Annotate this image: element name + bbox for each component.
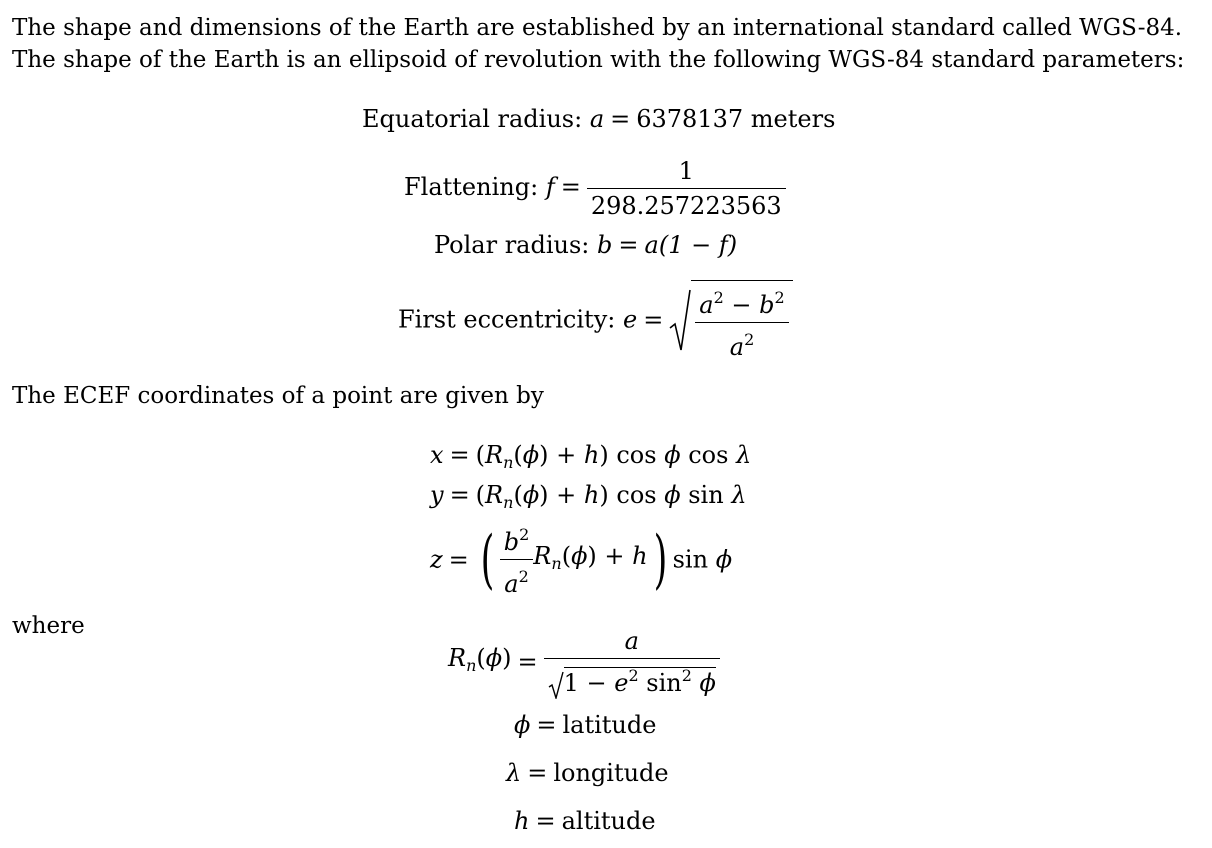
equatorial-radius-var: a [589,105,605,133]
flattening-fraction [587,156,786,221]
intro-line-1: The shape and dimensions of the Earth are established by an international standard called WGS-84. [12,15,1183,41]
lambda-definition: λ = longitude [506,759,669,787]
h-definition: h = altitude [514,807,656,835]
x-equation: $x = (R_n(\phi) + h)$ cos ϕ cos λ [430,441,752,472]
intro-line-2: The shape of the Earth is an ellipsoid of revolution with the following WGS-84 standard parameters: [12,47,1185,73]
polar-radius-equation: Polar radius: b = a(1 − f) [434,231,738,259]
equatorial-radius-label: Equatorial radius: [362,105,583,133]
y-equation: $y = (R_n(\phi) + h)$ cos ϕ sin λ [430,481,747,512]
radical-sign-icon [669,288,691,354]
radical-sign-small-icon [548,671,564,699]
eccentricity-label: First eccentricity: [398,305,616,334]
equatorial-radius-value: 6378137 [636,105,744,133]
rn-equation: $R_n(\phi)$ = $\frac{a}{1 - e^2 \sin^2 \phi}$ [448,626,720,699]
flattening-denominator: 298.257223563 [590,192,782,220]
phi-definition: ϕ = latitude [514,711,657,739]
where-label: where [12,613,85,639]
z-equation: z = ( $\frac{b^2}{a^2}$ $R_n(\phi) + h$) sin ϕ [430,522,733,598]
flattening-numerator: 1 [678,157,694,185]
eccentricity-var: e [622,305,638,334]
polar-radius-label: Polar radius: [434,231,590,259]
polar-radius-expr: a(1 − f) [644,231,738,259]
ecef-intro: The ECEF coordinates of a point are given by [12,383,544,409]
equatorial-radius-unit: meters [750,105,836,133]
eccentricity-sqrt: $\frac{a^2 - b^2}{a^2}$ [669,280,792,362]
polar-radius-var: b [597,231,613,259]
flattening-equation: Flattening: f = $\frac{1}{298.257223563}$ [404,156,786,221]
equatorial-radius-equation: Equatorial radius: a = 6378137 meters [362,105,836,133]
eccentricity-equation: First eccentricity: e = $\frac{a^2 - b^2}{a^2}$ [398,280,793,362]
rn-numerator: a [624,627,639,655]
flattening-label: Flattening: [404,173,539,201]
flattening-var: f [545,173,555,201]
